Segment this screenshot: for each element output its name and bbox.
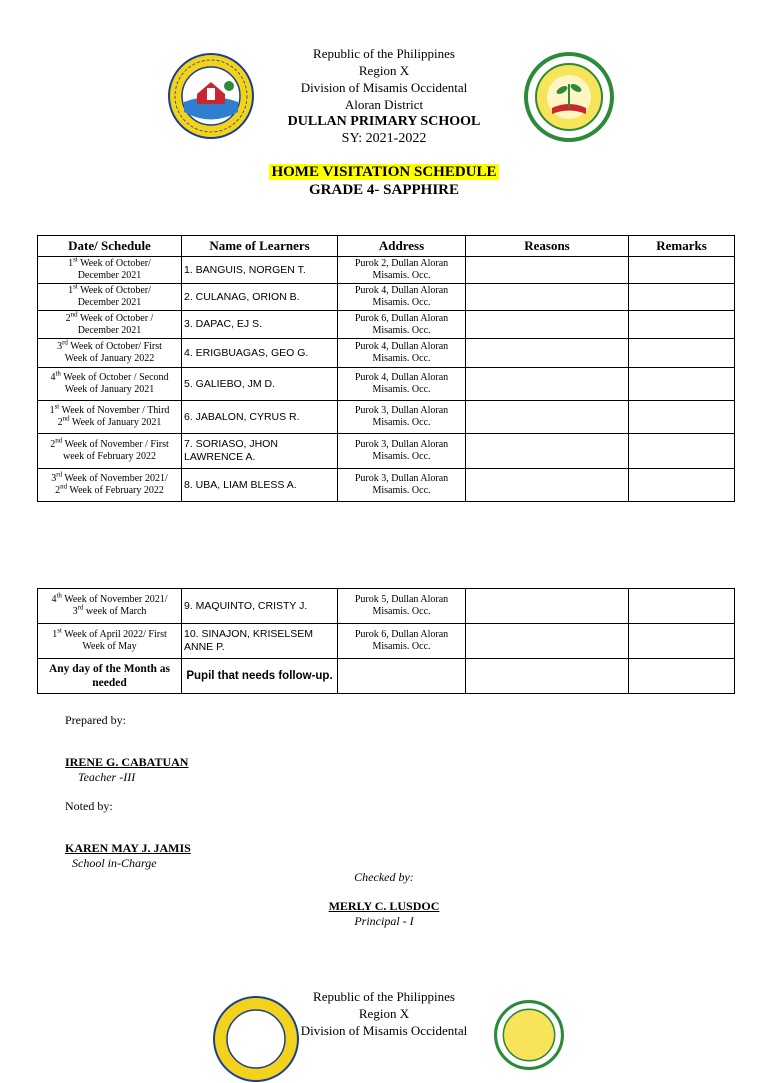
date-cell: 2nd Week of November / First week of February 2022 [38, 434, 182, 469]
table-row [38, 589, 735, 624]
address-cell [338, 659, 466, 694]
prepared-by-title: Teacher -III [78, 770, 136, 784]
address-cell: Purok 4, Dullan Aloran Misamis. Occ. [338, 284, 466, 311]
col-header-reasons: Reasons [466, 236, 629, 257]
checked-by-name: MERLY C. LUSDOC [328, 899, 440, 913]
noted-by-title: School in-Charge [72, 856, 157, 870]
date-cell: 4th Week of November 2021/ 3rd week of March [38, 589, 182, 624]
remarks-cell [629, 434, 735, 469]
address-cell: Purok 3, Dullan Aloran Misamis. Occ. [338, 469, 466, 502]
date-cell: 1st Week of October/ December 2021 [38, 257, 182, 284]
learner-cell: 8. UBA, LIAM BLESS A. [182, 469, 338, 502]
reasons-cell [466, 311, 629, 339]
date-cell: 1st Week of November / Third 2nd Week of January 2021 [38, 401, 182, 434]
col-header-date: Date/ Schedule [38, 236, 182, 257]
date-cell: 3rd Week of November 2021/ 2nd Week of February 2022 [38, 469, 182, 502]
noted-by-name: KAREN MAY J. JAMIS [65, 841, 191, 855]
remarks-cell [629, 469, 735, 502]
address-cell: Purok 2, Dullan Aloran Misamis. Occ. [338, 257, 466, 284]
learner-cell: 6. JABALON, CYRUS R. [182, 401, 338, 434]
learner-cell: 5. GALIEBO, JM D. [182, 368, 338, 401]
address-cell: Purok 6, Dullan Aloran Misamis. Occ. [338, 311, 466, 339]
republic-line: Republic of the Philippines [313, 989, 455, 1004]
reasons-cell [466, 624, 629, 659]
remarks-cell [629, 284, 735, 311]
remarks-cell [629, 401, 735, 434]
address-cell: Purok 6, Dullan Aloran Misamis. Occ. [338, 624, 466, 659]
col-header-address: Address [338, 236, 466, 257]
reasons-cell [466, 469, 629, 502]
division-line: Division of Misamis Occidental [300, 1023, 468, 1038]
address-cell: Purok 4, Dullan Aloran Misamis. Occ. [338, 368, 466, 401]
table-row [38, 339, 735, 368]
col-header-name: Name of Learners [182, 236, 338, 257]
remarks-cell [629, 368, 735, 401]
reasons-cell [466, 659, 629, 694]
region-line: Region X [358, 1006, 410, 1021]
table-row [38, 659, 735, 694]
checked-by-title: Principal - I [354, 914, 414, 928]
document-title: HOME VISITATION SCHEDULE [271, 164, 497, 180]
table-header-row [38, 236, 735, 257]
schedule-table [37, 235, 735, 502]
address-cell: Purok 4, Dullan Aloran Misamis. Occ. [338, 339, 466, 368]
date-cell: 1st Week of October/ December 2021 [38, 284, 182, 311]
learner-cell: 9. MAQUINTO, CRISTY J. [182, 589, 338, 624]
learner-cell: 4. ERIGBUAGAS, GEO G. [182, 339, 338, 368]
letterhead [0, 45, 768, 147]
table-row [38, 257, 735, 284]
remarks-cell [629, 311, 735, 339]
schedule-table-continued [37, 588, 735, 694]
reasons-cell [466, 401, 629, 434]
date-cell: 4th Week of October / Second Week of January 2021 [38, 368, 182, 401]
reasons-cell [466, 434, 629, 469]
region-line: Region X [358, 63, 410, 78]
address-cell: Purok 3, Dullan Aloran Misamis. Occ. [338, 401, 466, 434]
document-title-block [0, 164, 768, 199]
division-line: Division of Misamis Occidental [300, 80, 468, 95]
address-cell: Purok 3, Dullan Aloran Misamis. Occ. [338, 434, 466, 469]
prepared-by-label: Prepared by: [65, 713, 126, 727]
noted-by-label: Noted by: [65, 799, 113, 813]
document-subtitle: GRADE 4- SAPPHIRE [308, 182, 459, 198]
learner-cell: 3. DAPAC, EJ S. [182, 311, 338, 339]
address-cell: Purok 5, Dullan Aloran Misamis. Occ. [338, 589, 466, 624]
school-name: DULLAN PRIMARY SCHOOL [287, 114, 481, 129]
learner-cell: 10. SINAJON, KRISELSEM ANNE P. [182, 624, 338, 659]
reasons-cell [466, 339, 629, 368]
col-header-remarks: Remarks [629, 236, 735, 257]
table-row [38, 624, 735, 659]
learner-cell: 1. BANGUIS, NORGEN T. [182, 257, 338, 284]
reasons-cell [466, 257, 629, 284]
letterhead-page2 [0, 988, 768, 1039]
reasons-cell [466, 284, 629, 311]
school-year: SY: 2021-2022 [341, 131, 427, 146]
remarks-cell [629, 257, 735, 284]
table-row [38, 401, 735, 434]
table-row [38, 434, 735, 469]
district-line: Aloran District [344, 97, 424, 112]
prepared-by-name: IRENE G. CABATUAN [65, 755, 189, 769]
date-cell: Any day of the Month as needed [38, 659, 182, 694]
date-cell: 3rd Week of October/ First Week of January 2022 [38, 339, 182, 368]
learner-cell: Pupil that needs follow-up. [182, 659, 338, 694]
learner-cell: 7. SORIASO, JHON LAWRENCE A. [182, 434, 338, 469]
reasons-cell [466, 368, 629, 401]
remarks-cell [629, 589, 735, 624]
table-row [38, 284, 735, 311]
table-row [38, 469, 735, 502]
learner-cell: 2. CULANAG, ORION B. [182, 284, 338, 311]
table-row [38, 311, 735, 339]
republic-line: Republic of the Philippines [313, 46, 455, 61]
table-row [38, 368, 735, 401]
checked-by-label: Checked by: [354, 870, 414, 884]
date-cell: 2nd Week of October / December 2021 [38, 311, 182, 339]
date-cell: 1st Week of April 2022/ First Week of May [38, 624, 182, 659]
reasons-cell [466, 589, 629, 624]
remarks-cell [629, 339, 735, 368]
remarks-cell [629, 624, 735, 659]
remarks-cell [629, 659, 735, 694]
